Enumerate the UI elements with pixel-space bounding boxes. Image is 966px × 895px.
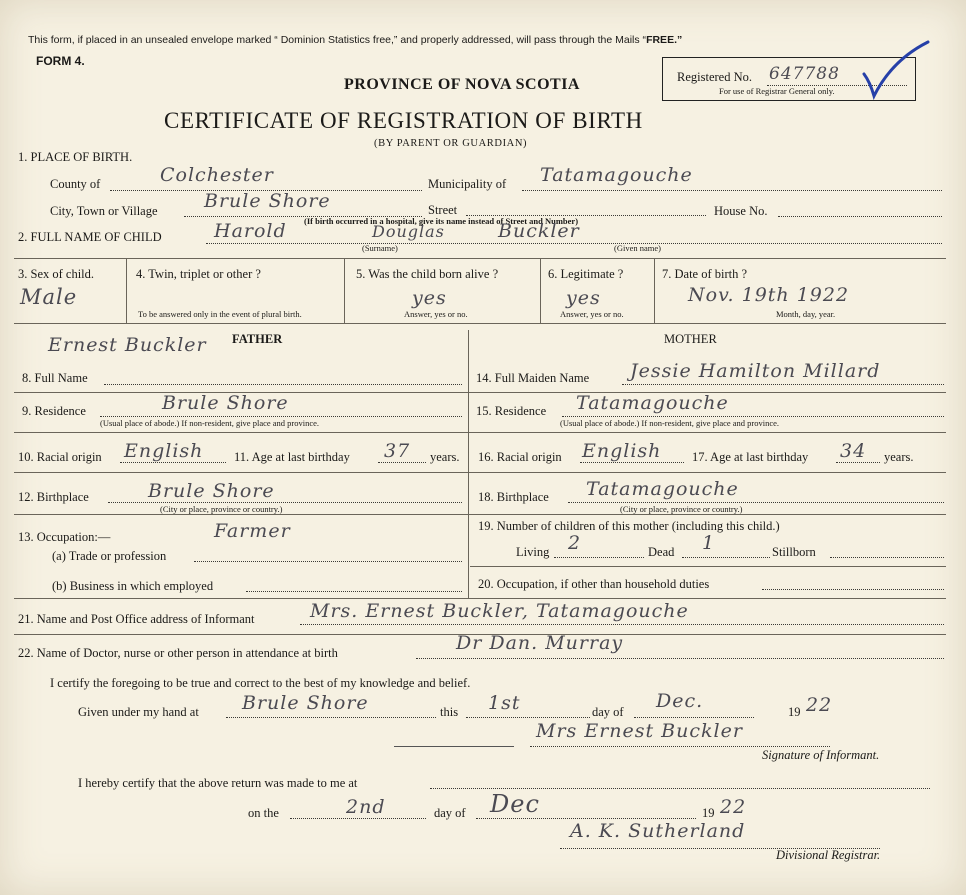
dead-value: 1 [702,532,716,554]
mail-note-text: This form, if placed in an unsealed envelope marked “ Dominion Statistics free,” and properly addressed, will pass through the Mails “ [28,34,647,46]
municipality-label: Municipality of [428,177,507,191]
cert-day: 1st [488,692,521,714]
father-full-name-label: 8. Full Name [22,371,88,385]
hospital-note: (If birth occurred in a hospital, give its name instead of Street and Number) [304,216,579,226]
living-label: Living [516,545,550,559]
children-label: 19. Number of children of this mother (including this child.) [478,519,780,533]
sex-label: 3. Sex of child. [18,267,95,281]
father-racial-label: 10. Racial origin [18,450,102,464]
dob-note: Month, day, year. [776,309,836,319]
mother-age-label: 17. Age at last birthday [692,450,809,464]
father-racial-value: English [124,440,204,462]
mother-age-unit: years. [884,450,914,464]
registrar-signature: A. K. Sutherland [570,820,746,842]
father-age-label: 11. Age at last birthday [234,450,350,464]
father-occupation-value: Farmer [214,520,291,542]
father-heading: FATHER [232,332,283,346]
child-given-middle: Douglas [372,222,445,241]
county-value: Colchester [160,164,274,186]
cert-year: 22 [806,694,833,716]
informant-signature-label: Signature of Informant. [762,748,880,762]
province-heading: PROVINCE OF NOVA SCOTIA [344,76,580,93]
surname-note: (Surname) [362,243,398,253]
page-title: CERTIFICATE OF REGISTRATION OF BIRTH [164,108,643,133]
mother-occupation-label: 20. Occupation, if other than household duties [478,577,710,591]
registrar-signature-label: Divisional Registrar. [776,848,881,862]
legit-value: yes [566,287,601,309]
registered-label: Registered No. [677,70,752,84]
cert-day-of-label: day of [592,705,624,719]
alive-note: Answer, yes or no. [404,309,468,319]
father-residence-note: (Usual place of abode.) If non-resident, give place and province. [100,418,320,428]
dead-label: Dead [648,545,675,559]
mother-racial-value: English [582,440,662,462]
given-label: Given under my hand at [78,705,199,719]
given-note: (Given name) [614,243,661,253]
legit-label: 6. Legitimate ? [548,267,624,281]
registrar-day: 2nd [346,796,386,818]
child-name-label: 2. FULL NAME OF CHILD [18,230,162,244]
father-birthplace-value: Brule Shore [148,480,275,502]
mother-age-value: 34 [840,440,867,462]
child-given-first: Harold [214,220,287,242]
dob-label: 7. Date of birth ? [662,267,748,281]
twin-note: To be answered only in the event of plural birth. [138,309,302,319]
father-birthplace-label: 12. Birthplace [18,490,89,504]
informant-value: Mrs. Ernest Buckler, Tatamagouche [310,600,689,622]
twin-label: 4. Twin, triplet or other ? [136,267,261,281]
registrar-note: For use of Registrar General only. [719,86,835,96]
street-label: Street [428,203,458,217]
mother-residence-value: Tatamagouche [576,392,729,414]
mail-note [28,34,682,46]
child-surname: Buckler [498,220,580,242]
registered-number: 647788 [769,64,840,84]
father-occupation-label: 13. Occupation:— [18,530,111,544]
mother-heading: MOTHER [664,332,717,346]
cert-year-prefix: 19 [788,705,801,719]
registrar-year: 22 [720,796,747,818]
this-label: this [440,705,459,719]
informant-signature: Mrs Ernest Buckler [536,720,743,742]
father-name-over: Ernest Buckler [48,334,207,356]
mother-birthplace-label: 18. Birthplace [478,490,549,504]
stillborn-label: Stillborn [772,545,816,559]
mother-residence-note: (Usual place of abode.) If non-resident, give place and province. [560,418,780,428]
mail-free: FREE.” [646,34,683,46]
municipality-value: Tatamagouche [540,164,693,186]
city-value: Brule Shore [204,190,331,212]
father-residence-value: Brule Shore [162,392,289,414]
county-label: County of [50,177,101,191]
trade-label: (a) Trade or profession [52,549,167,563]
mother-residence-label: 15. Residence [476,404,547,418]
informant-label: 21. Name and Post Office address of Informant [18,612,255,626]
certify-statement: I certify the foregoing to be true and correct to the best of my knowledge and belief. [50,676,471,690]
given-place: Brule Shore [242,692,369,714]
dob-value: Nov. 19th 1922 [688,284,850,306]
doctor-value: Dr Dan. Murray [456,632,624,654]
registrar-month: Dec [490,790,540,818]
sex-value: Male [20,285,78,309]
alive-value: yes [412,287,447,309]
page-subtitle: (BY PARENT OR GUARDIAN) [374,138,528,149]
doctor-label: 22. Name of Doctor, nurse or other person in attendance at birth [18,646,338,660]
city-label: City, Town or Village [50,204,158,218]
mother-birthplace-value: Tatamagouche [586,478,739,500]
cert-month: Dec. [656,690,704,712]
place-of-birth-heading: 1. PLACE OF BIRTH. [18,150,133,164]
form-number: FORM 4. [36,54,85,68]
father-age-unit: years. [430,450,460,464]
house-label: House No. [714,204,768,218]
registrar-day-of-label: day of [434,806,466,820]
registrar-year-prefix: 19 [702,806,715,820]
legit-note: Answer, yes or no. [560,309,624,319]
mother-racial-label: 16. Racial origin [478,450,562,464]
alive-label: 5. Was the child born alive ? [356,267,499,281]
mother-maiden-label: 14. Full Maiden Name [476,371,590,385]
living-value: 2 [568,532,582,554]
registrar-statement: I hereby certify that the above return was made to me at [78,776,358,790]
father-age-value: 37 [384,440,411,462]
father-birthplace-note: (City or place, province or country.) [160,504,283,514]
mother-birthplace-note: (City or place, province or country.) [620,504,743,514]
on-the-label: on the [248,806,279,820]
check-mark-icon [862,40,932,100]
father-residence-label: 9. Residence [22,404,86,418]
mother-maiden-value: Jessie Hamilton Millard [630,360,881,382]
business-label: (b) Business in which employed [52,579,214,593]
